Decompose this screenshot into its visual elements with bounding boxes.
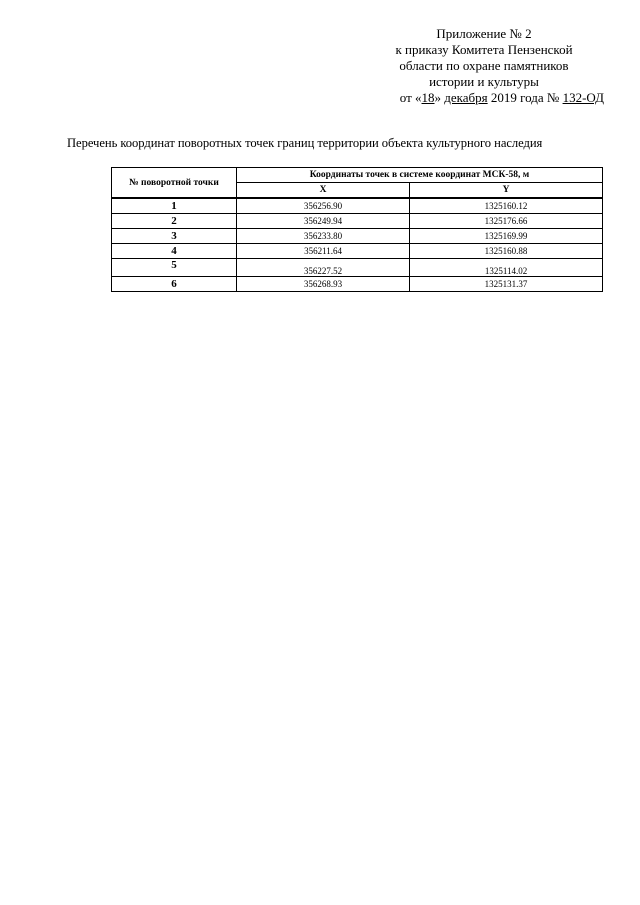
x-value: 356211.64 bbox=[237, 244, 410, 259]
committee-name: области по охране памятников bbox=[399, 58, 569, 73]
order-reference: к приказу Комитета Пензенской bbox=[395, 42, 573, 57]
appendix-header bbox=[364, 26, 604, 106]
point-number: 1 bbox=[112, 198, 237, 214]
point-number: 6 bbox=[112, 277, 237, 292]
x-value: 356233.80 bbox=[237, 229, 410, 244]
point-number-header: № поворотной точки bbox=[112, 168, 237, 199]
date-prefix: от « bbox=[399, 90, 422, 105]
date-month: декабря bbox=[444, 90, 488, 105]
y-value: 1325160.12 bbox=[410, 198, 603, 214]
table-row bbox=[112, 198, 603, 214]
y-header: Y bbox=[410, 183, 603, 199]
y-value: 1325114.02 bbox=[410, 259, 603, 277]
coordinates-header: Координаты точек в системе координат МСК-58, м bbox=[237, 168, 603, 183]
x-value: 356249.94 bbox=[237, 214, 410, 229]
x-header: X bbox=[237, 183, 410, 199]
order-number: 132-ОД bbox=[562, 90, 604, 105]
x-value: 356227.52 bbox=[237, 259, 410, 277]
document-title: Перечень координат поворотных точек границ территории объекта культурного наследия bbox=[67, 136, 543, 150]
point-number: 5 bbox=[112, 259, 237, 277]
coordinates-table bbox=[111, 167, 603, 292]
x-value: 356256.90 bbox=[237, 198, 410, 214]
date-mid: » bbox=[434, 90, 445, 105]
table-header-row bbox=[112, 168, 603, 183]
x-value: 356268.93 bbox=[237, 277, 410, 292]
table-row bbox=[112, 244, 603, 259]
table-row bbox=[112, 277, 603, 292]
date-day: 18 bbox=[421, 90, 435, 105]
table-row bbox=[112, 259, 603, 277]
y-value: 1325169.99 bbox=[410, 229, 603, 244]
appendix-number: Приложение № 2 bbox=[436, 26, 532, 41]
order-date-line bbox=[364, 90, 604, 106]
committee-name-cont: истории и культуры bbox=[429, 74, 539, 89]
date-year: 2019 года № bbox=[487, 90, 563, 105]
y-value: 1325160.88 bbox=[410, 244, 603, 259]
y-value: 1325176.66 bbox=[410, 214, 603, 229]
point-number: 3 bbox=[112, 229, 237, 244]
table-row bbox=[112, 229, 603, 244]
y-value: 1325131.37 bbox=[410, 277, 603, 292]
table-row bbox=[112, 214, 603, 229]
point-number: 2 bbox=[112, 214, 237, 229]
point-number: 4 bbox=[112, 244, 237, 259]
